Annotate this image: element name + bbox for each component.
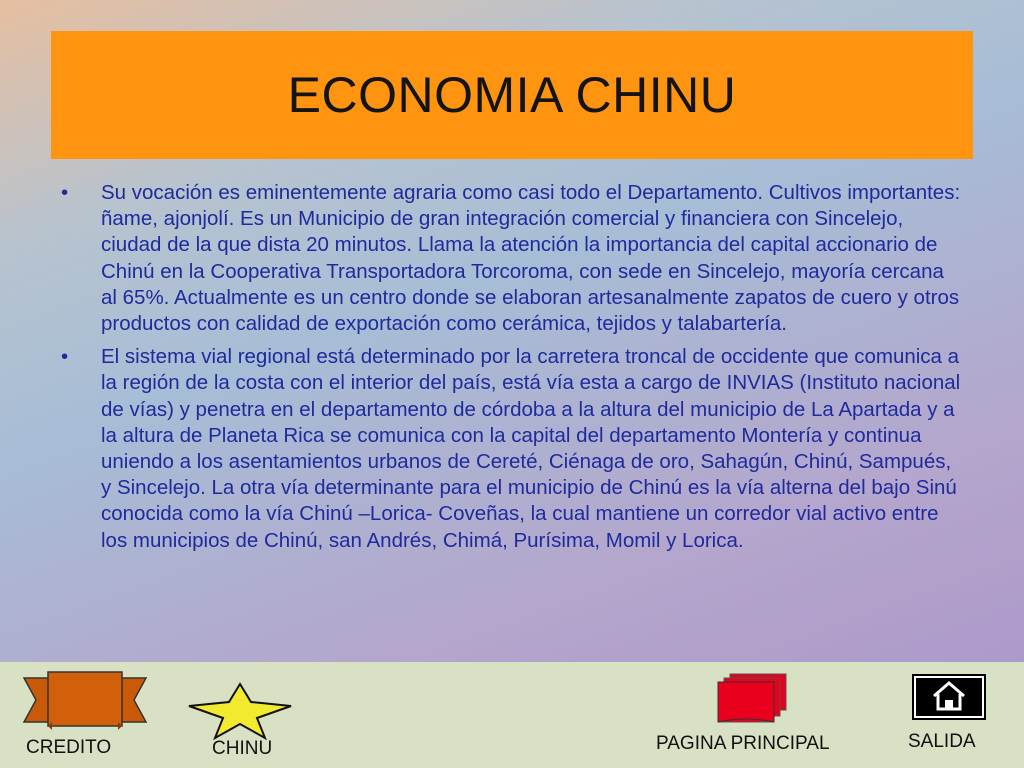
slide-content [61,180,964,561]
bullet-text: Su vocación es eminentemente agraria como casi todo el Departamento. Cultivos importantes: ñame, ajonjolí. Es un Municipio de gran integración comercial y financiera con Sincelejo, ciudad de la que dista 20 minutos. Llama la atención la importancia del capital accionario de Chinú en la Cooperativa Transportadora Torcoroma, con sede en Sincelejo, mayoría cercana al 65%. Actualmente es un centro donde se elaboran artesanalmente zapatos de cuero y otros productos con calidad de exportación como cerámica, tejidos y talabartería. [101,181,961,336]
pagina-principal-label: PAGINA PRINCIPAL [656,733,830,754]
credito-button[interactable] [20,670,150,765]
bullet-item-2 [61,344,964,554]
ribbon-banner-icon [20,670,150,740]
pagina-principal-button[interactable] [650,672,860,766]
stacked-pages-icon [710,672,790,724]
bullet-marker: • [61,181,69,204]
title-box [51,31,973,159]
bullet-text: El sistema vial regional está determinado por la carretera troncal de occidente que comunica a la región de la costa con el interior del país, está vía esta a cargo de INVIAS (Instituto nacional de vías) y penetra en el departamento de córdoba a la altura del municipio de La Apartada y a la altura de Planeta Rica se comunica con la capital del departamento Montería y continua uniendo a los asentamientos urbanos de Cereté, Ciénaga de oro, Sahagún, Chinú, Sampués, y Sincelejo. La otra vía determinante para el municipio de Chinú es la vía alterna del bajo Sinú conocida como la vía Chinú –Lorica- Coveñas, la cual mantiene un corredor vial activo entre los municipios de Chinú, san Andrés, Chimá, Purísima, Momil y Lorica. [101,345,961,552]
bullet-item-1 [61,180,964,337]
chinu-label: CHINU [212,738,273,759]
star-icon [185,680,295,740]
salida-label: SALIDA [908,731,976,752]
footer-bar [0,662,1024,768]
home-icon [912,674,986,720]
salida-button[interactable] [900,674,990,764]
credito-label: CREDITO [26,737,112,758]
bullet-marker: • [61,345,69,369]
chinu-button[interactable] [185,680,295,768]
slide-title: ECONOMIA CHINU [287,67,737,123]
